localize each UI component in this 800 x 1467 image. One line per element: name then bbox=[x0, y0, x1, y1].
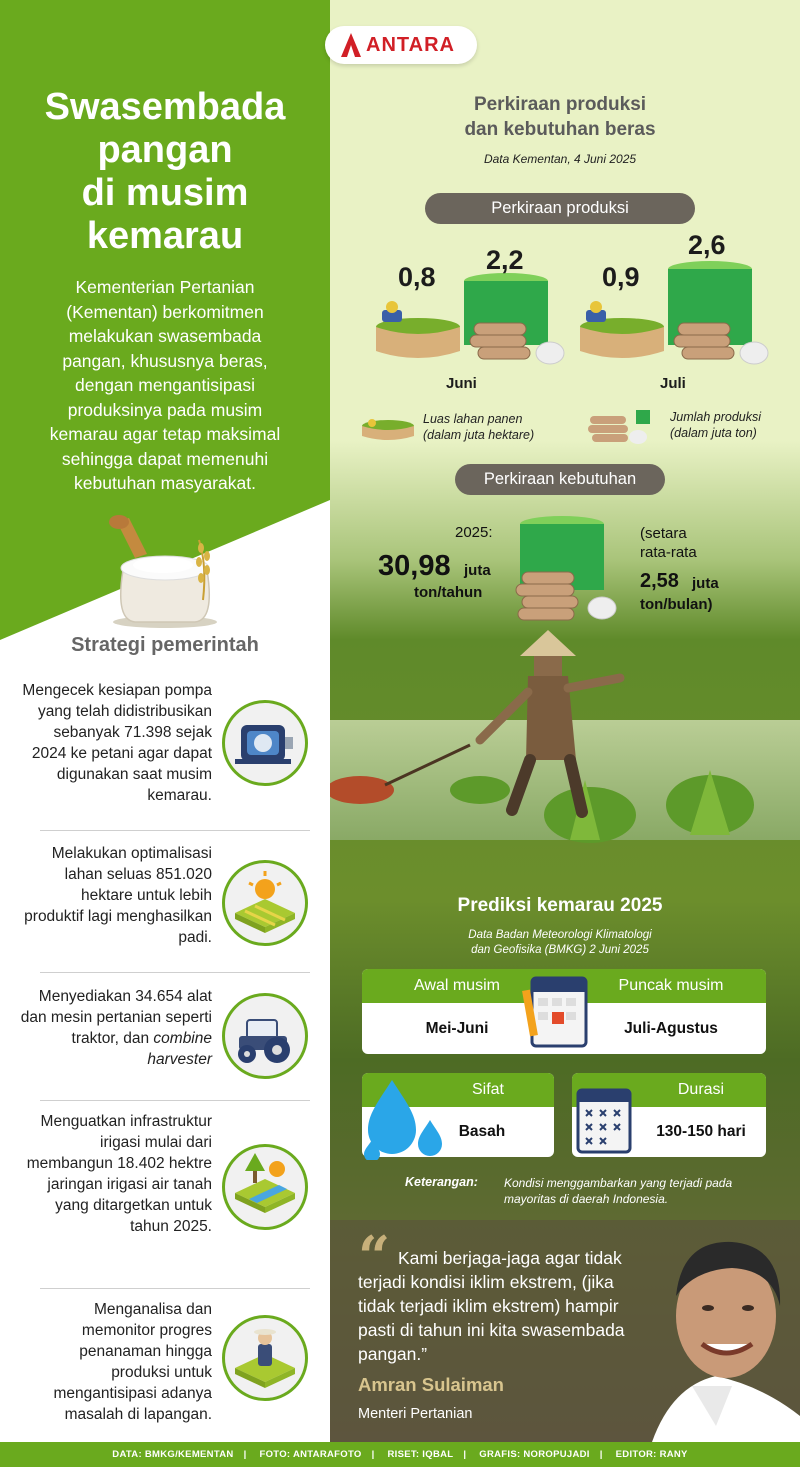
note-label: Keterangan: bbox=[405, 1175, 478, 1189]
need-monthly-value: 2,58 bbox=[640, 570, 679, 592]
credits-footer: DATA: BMKG/KEMENTAN | FOTO: ANTARAFOTO | RISET: IQBAL | GRAFIS: NOROPUJADI | EDITOR: RANY bbox=[0, 1442, 800, 1467]
production-title-line: Perkiraan produksi bbox=[473, 94, 647, 115]
strategy-title: Strategi pemerintah bbox=[71, 634, 259, 656]
need-unit-2: ton/tahun bbox=[414, 584, 483, 601]
title-line: kemarau bbox=[86, 215, 244, 257]
note-text: Kondisi menggambarkan yang terjadi pada mayoritas di daerah Indonesia. bbox=[504, 1176, 733, 1206]
need-monthly-unit-2: ton/bulan) bbox=[640, 596, 713, 613]
calendar-icon bbox=[522, 966, 592, 1056]
need-value: 30,98 bbox=[378, 550, 451, 582]
quote-author-role: Menteri Pertanian bbox=[358, 1406, 473, 1422]
durasi-value: 130-150 hari bbox=[656, 1123, 746, 1140]
main-title bbox=[0, 86, 330, 258]
strategy-text: Mengecek kesiapan pompa yang telah didistribusikan sebanyak 71.398 sejak 2024 ke petani agar dapat digunakan saat musim kemarau. bbox=[22, 682, 212, 804]
july-area-field-icon bbox=[580, 301, 664, 358]
quote-mark-icon: “ bbox=[358, 1224, 391, 1290]
water-drops-icon bbox=[358, 1074, 448, 1160]
june-area-field-icon bbox=[376, 301, 460, 358]
farmer-field-icon bbox=[222, 1315, 308, 1401]
strategy-divider bbox=[40, 1288, 310, 1289]
strategy-text: Menyediakan 34.654 alat dan mesin pertanian seperti traktor, dan combine harvester bbox=[20, 988, 212, 1068]
strategy-text: Menguatkan infrastruktur irigasi mulai dari membangun 18.402 hektre jaringan irigasi air tanah yang ditargetkan untuk tahun 2025. bbox=[26, 1113, 212, 1235]
july-output-value: 2,6 bbox=[688, 230, 726, 260]
puncak-value: Juli-Agustus bbox=[624, 1020, 718, 1037]
strategy-divider bbox=[40, 972, 310, 973]
need-cylinder-icon bbox=[512, 512, 622, 622]
calendar-grid-icon bbox=[574, 1084, 634, 1156]
credit-editor: EDITOR: RANY bbox=[615, 1449, 688, 1460]
durasi-label: Durasi bbox=[677, 1081, 725, 1098]
june-output-value: 2,2 bbox=[486, 245, 524, 275]
sifat-label: Sifat bbox=[471, 1081, 504, 1098]
title-line: di musim bbox=[81, 172, 249, 214]
kemarau-title: Prediksi kemarau 2025 bbox=[457, 895, 663, 916]
awal-value: Mei-Juni bbox=[425, 1020, 489, 1037]
credit-graphics: GRAFIS: NOROPUJADI bbox=[479, 1449, 590, 1460]
tractor-icon bbox=[222, 993, 308, 1079]
left-column bbox=[0, 0, 330, 1442]
minister-portrait bbox=[632, 1226, 800, 1442]
legend-output-icon bbox=[586, 406, 656, 446]
july-label: Juli bbox=[660, 375, 686, 392]
rice-sack-icon bbox=[95, 510, 235, 630]
credit-photo: FOTO: ANTARAFOTO bbox=[259, 1449, 362, 1460]
quote-author: Amran Sulaiman bbox=[358, 1374, 504, 1395]
strategy-divider bbox=[40, 1100, 310, 1101]
legend-area-icon bbox=[358, 412, 418, 444]
june-label: Juni bbox=[446, 375, 477, 392]
strategy-divider bbox=[40, 830, 310, 831]
need-equivalent-label: (setara rata-rata bbox=[640, 525, 697, 561]
water-pump-icon bbox=[222, 700, 308, 786]
antara-logo-mark-icon bbox=[341, 33, 361, 57]
strategy-text: Menganalisa dan memonitor progres penanaman hingga produksi untuk mengantisipasi adanya masalah di lapangan. bbox=[53, 1301, 212, 1423]
need-unit: juta bbox=[464, 562, 491, 579]
quote-text: Kami berjaga-jaga agar tidak terjadi kondisi iklim ekstrem, (jika tidak terjadi iklim ekstrem) hampir pasti di tahun ini kita swasembada pangan.” bbox=[358, 1248, 625, 1364]
legend-output-text: Jumlah produksi (dalam juta ton) bbox=[670, 410, 762, 440]
credit-research: RISET: IQBAL bbox=[387, 1449, 454, 1460]
july-rice-sacks-icon bbox=[674, 323, 768, 364]
need-pill: Perkiraan kebutuhan bbox=[455, 464, 665, 495]
antara-logo-text: ANTARA bbox=[366, 34, 455, 56]
title-line: pangan bbox=[97, 129, 233, 171]
need-monthly-unit: juta bbox=[692, 575, 719, 592]
june-area-value: 0,8 bbox=[398, 262, 436, 292]
production-pill: Perkiraan produksi bbox=[425, 193, 695, 224]
credit-data: DATA: BMKG/KEMENTAN bbox=[112, 1449, 234, 1460]
production-source: Data Kementan, 4 Juni 2025 bbox=[483, 152, 637, 166]
puncak-label: Puncak musim bbox=[618, 977, 724, 994]
production-title bbox=[430, 92, 690, 142]
production-title-line: dan kebutuhan beras bbox=[464, 119, 656, 140]
july-area-value: 0,9 bbox=[602, 262, 640, 292]
awal-label: Awal musim bbox=[414, 977, 500, 994]
irrigation-icon bbox=[222, 1144, 308, 1230]
sifat-value: Basah bbox=[458, 1123, 506, 1140]
june-rice-sacks-icon bbox=[470, 323, 564, 364]
strategy-text: Melakukan optimalisasi lahan seluas 851.020 hektare untuk lebih produktif lagi menghasilkan padi. bbox=[24, 845, 212, 946]
title-line: Swasembada bbox=[44, 86, 286, 128]
sun-field-icon bbox=[222, 860, 308, 946]
need-year: 2025: bbox=[455, 524, 493, 541]
legend-area-text: Luas lahan panen (dalam juta hektare) bbox=[423, 412, 535, 442]
intro-text: Kementerian Pertanian (Kementan) berkomitmen melakukan swasembada pangan, khususnya beras, dengan mengantisipasi produksinya pada musim kemarau agar tetap maksimal sehingga dapat memenuhi kebutuhan masyarakat. bbox=[49, 277, 281, 493]
kemarau-source: Data Badan Meteorologi Klimatologi dan Geofisika (BMKG) 2 Juni 2025 bbox=[468, 929, 652, 956]
